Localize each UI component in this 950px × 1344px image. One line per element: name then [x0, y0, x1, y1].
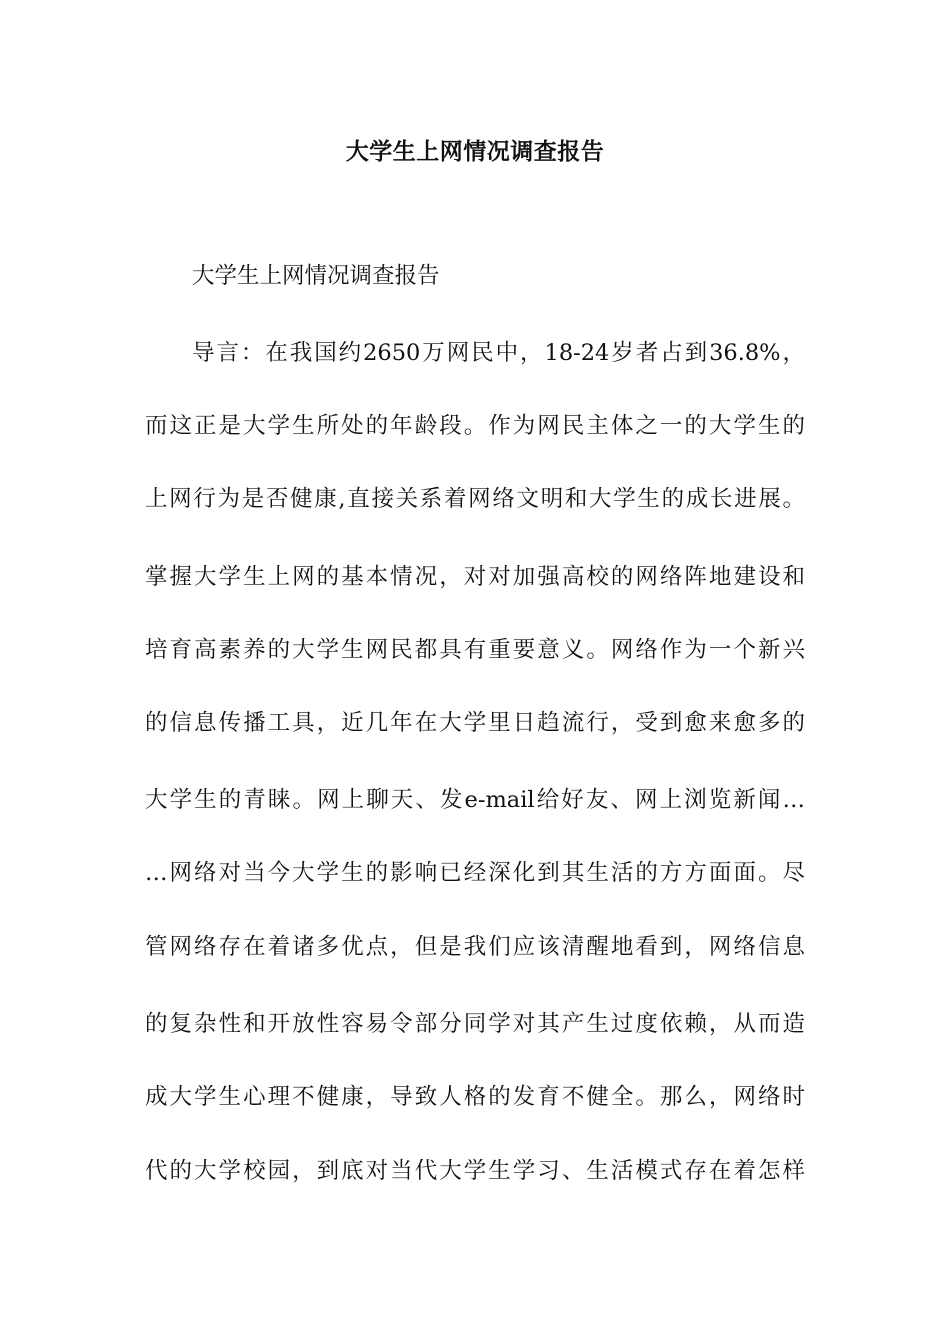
- section-heading: 大学生上网情况调查报告: [192, 263, 440, 289]
- paragraph-line: 掌握大学生上网的基本情况，对对加强高校的网络阵地建设和: [145, 564, 805, 590]
- paragraph-line: 的复杂性和开放性容易令部分同学对其产生过度依赖，从而造: [145, 1011, 805, 1037]
- paragraph-line: 代的大学校园，到底对当代大学生学习、生活模式存在着怎样: [145, 1158, 805, 1184]
- paragraph-line: 的信息传播工具，近几年在大学里日趋流行，受到愈来愈多的: [145, 710, 805, 736]
- paragraph-line: 上网行为是否健康,直接关系着网络文明和大学生的成长进展。: [145, 486, 805, 512]
- paragraph-line: 导言：在我国约2650万网民中，18-24岁者占到36.8%，: [192, 340, 805, 366]
- paragraph-line: 成大学生心理不健康，导致人格的发育不健全。那么，网络时: [145, 1084, 805, 1110]
- paragraph-line: …网络对当今大学生的影响已经深化到其生活的方方面面。尽: [145, 860, 805, 886]
- paragraph-line: 管网络存在着诸多优点，但是我们应该清醒地看到，网络信息: [145, 934, 805, 960]
- paragraph-line: 而这正是大学生所处的年龄段。作为网民主体之一的大学生的: [145, 413, 805, 439]
- paragraph-line: 大学生的青睐。网上聊天、发e-mail给好友、网上浏览新闻…: [145, 787, 805, 813]
- document-title: 大学生上网情况调查报告: [345, 138, 605, 165]
- paragraph-line: 培育高素养的大学生网民都具有重要意义。网络作为一个新兴: [145, 637, 805, 663]
